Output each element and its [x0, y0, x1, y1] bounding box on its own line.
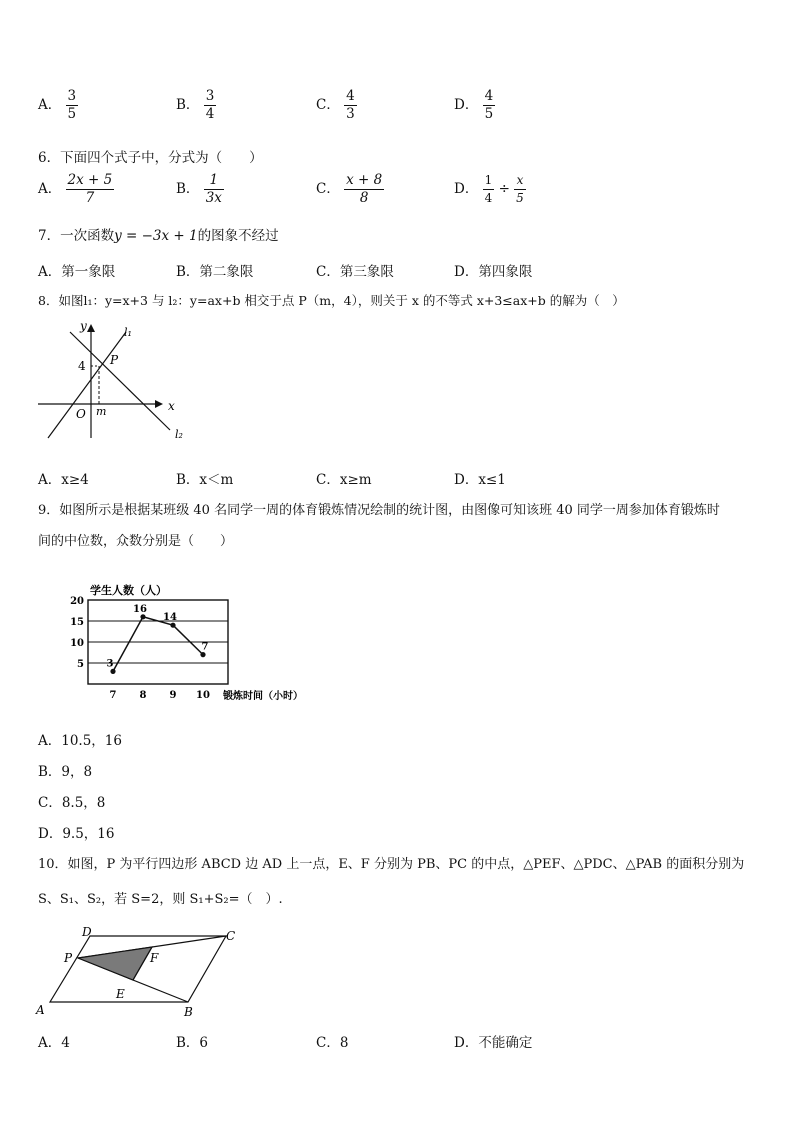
q8-option-a[interactable]: A．x≥4 — [38, 472, 89, 488]
data-label: 3 — [106, 658, 114, 670]
fraction: $\frac{1}{4}$ — [484, 173, 493, 205]
fraction: $\frac{x}{5}$ — [516, 173, 524, 205]
label-a: A — [36, 1003, 45, 1017]
y-tick-label: 20 — [70, 596, 84, 607]
label-l1: l₁ — [124, 326, 132, 339]
q9-option-a[interactable]: A．10.5，16 — [38, 733, 122, 749]
y-tick-label: 10 — [70, 638, 84, 649]
x-tick-label: 10 — [196, 690, 210, 701]
label-origin: O — [76, 407, 86, 421]
y-tick-label: 15 — [70, 617, 84, 628]
data-label: 7 — [201, 641, 209, 653]
x-tick-label: 8 — [139, 690, 147, 701]
label-4: 4 — [78, 359, 86, 373]
fraction: $\frac{2x + 5}{7}$ — [67, 172, 113, 206]
q6-option-d[interactable]: D． $\frac{1}{4}$ ÷ $\frac{x}{5}$ — [454, 173, 524, 205]
fraction: $\frac{3}{4}$ — [205, 88, 215, 122]
label-c: C — [226, 929, 236, 943]
q7-option-d[interactable]: D．第四象限 — [454, 264, 533, 280]
q8-option-c[interactable]: C．x≥m — [316, 472, 372, 488]
label-y: y — [80, 319, 87, 333]
q10-figure — [30, 922, 250, 1020]
label-f: F — [150, 951, 159, 965]
q7-option-b[interactable]: B．第二象限 — [176, 264, 254, 280]
label-d: D — [82, 925, 92, 939]
q8-option-b[interactable]: B．x＜m — [176, 472, 234, 488]
q8-stem: 8．如图l₁：y=x+3 与 l₂：y=ax+b 相交于点 P（m，4），则关于 x 的不等式 x+3≤ax+b 的解为（ ） — [38, 293, 625, 308]
y-tick-label: 5 — [77, 659, 84, 670]
q10-stem-line1: 10．如图，P 为平行四边形 ABCD 边 AD 上一点，E、F 分别为 PB、PC 的中点，△PEF、△PDC、△PAB 的面积分别为 — [38, 857, 745, 872]
q9-stem-line2: 间的中位数，众数分别是（ ） — [38, 534, 234, 549]
label-l2: l₂ — [175, 428, 183, 441]
q7-formula: y = −3x + 1 — [114, 228, 198, 244]
q9-option-c[interactable]: C．8.5，8 — [38, 795, 106, 811]
chart-ylabel: 学生人数（人） — [90, 584, 167, 597]
label-m: m — [96, 405, 107, 418]
data-label: 14 — [163, 612, 177, 624]
fraction: $\frac{3}{5}$ — [67, 88, 77, 122]
label-x: x — [168, 399, 175, 413]
q6-option-b[interactable]: B． $\frac{1}{3x}$ — [176, 172, 222, 206]
x-tick-label: 9 — [169, 690, 177, 701]
q10-option-a[interactable]: A．4 — [38, 1035, 70, 1051]
x-tick-label: 7 — [109, 690, 117, 701]
q5-option-d[interactable]: D． $\frac{4}{5}$ — [454, 88, 494, 122]
label-b: B — [184, 1005, 193, 1019]
q7-option-c[interactable]: C．第三象限 — [316, 264, 394, 280]
q8-figure — [30, 318, 200, 448]
q5-option-a[interactable]: A． $\frac{3}{5}$ — [38, 88, 77, 122]
fraction: $\frac{x + 8}{8}$ — [346, 172, 383, 206]
label-p: P — [110, 353, 119, 367]
data-point — [140, 614, 145, 619]
q5-option-c[interactable]: C． $\frac{4}{3}$ — [316, 88, 355, 122]
q7-stem: 7．一次函数y = −3x + 1的图象不经过 — [38, 228, 279, 244]
q6-stem: 6．下面四个式子中，分式为（ ） — [38, 150, 263, 166]
data-label: 16 — [133, 603, 147, 615]
q9-chart — [60, 578, 340, 706]
data-point — [170, 623, 175, 628]
q9-option-d[interactable]: D．9.5，16 — [38, 826, 115, 842]
label-e: E — [116, 987, 125, 1001]
q9-stem-line1: 9．如图所示是根据某班级 40 名同学一周的体育锻炼情况绘制的统计图，由图像可知该班 40 同学一周参加体育锻炼时 — [38, 503, 720, 518]
q10-option-b[interactable]: B．6 — [176, 1035, 209, 1051]
q8-option-d[interactable]: D．x≤1 — [454, 472, 506, 488]
data-point — [200, 652, 205, 657]
q5-option-b[interactable]: B． $\frac{3}{4}$ — [176, 88, 215, 122]
q10-option-d[interactable]: D．不能确定 — [454, 1035, 533, 1051]
fraction: $\frac{4}{3}$ — [346, 88, 355, 122]
q6-option-c[interactable]: C． $\frac{x + 8}{8}$ — [316, 172, 383, 206]
q7-option-a[interactable]: A．第一象限 — [38, 264, 116, 280]
chart-xlabel: 锻炼时间（小时） — [223, 691, 303, 702]
triangle-pef — [78, 947, 152, 980]
fraction: $\frac{4}{5}$ — [484, 88, 494, 122]
label-p: P — [64, 951, 73, 965]
q9-option-b[interactable]: B．9，8 — [38, 764, 93, 780]
q10-option-c[interactable]: C．8 — [316, 1035, 349, 1051]
data-point — [110, 669, 115, 674]
q10-stem-line2: S、S₁、S₂，若 S=2，则 S₁+S₂=（ ）. — [38, 892, 283, 907]
q6-option-a[interactable]: A． $\frac{2x + 5}{7}$ — [38, 172, 113, 206]
x-arrow-icon — [155, 400, 163, 408]
y-arrow-icon — [87, 324, 95, 332]
fraction: $\frac{1}{3x}$ — [205, 172, 222, 206]
